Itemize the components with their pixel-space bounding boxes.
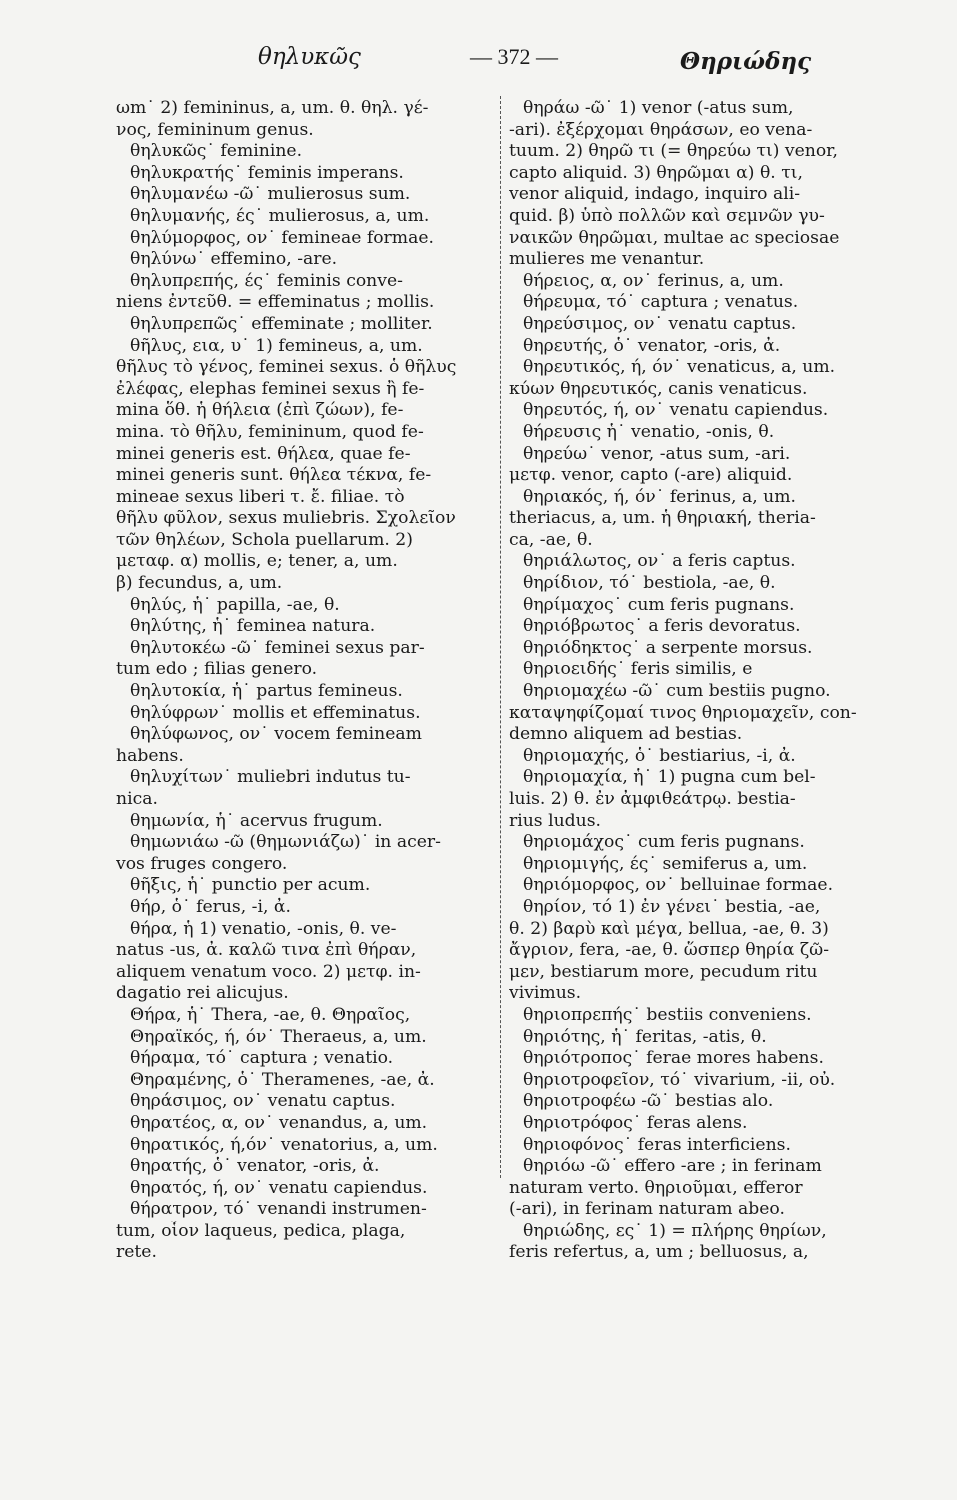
dictionary-line: mina. τὸ θῆλυ, femininum, quod fe- bbox=[116, 421, 424, 442]
dictionary-line: θηριομαχέω -ῶ˙ cum bestiis pugno. bbox=[523, 681, 831, 702]
dictionary-line: θ. 2) βαρὺ καὶ μέγα, bellua, -ae, θ. 3) bbox=[509, 918, 829, 939]
dictionary-line: nica. bbox=[116, 789, 158, 809]
page-number: — 372 — bbox=[470, 44, 558, 69]
dictionary-line: β) fecundus, a, um. bbox=[116, 573, 283, 594]
dictionary-line: -ari). ἐξέρχομαι θηράσων, eo vena- bbox=[509, 119, 813, 140]
dictionary-line: θηρατής, ὁ˙ venator, -oris, ἀ. bbox=[130, 1156, 380, 1177]
dictionary-line: θηριοειδής˙ feris similis, e bbox=[523, 659, 753, 680]
dictionary-line: theriacus, a, um. ἡ θηριακή, theria- bbox=[509, 508, 816, 529]
dictionary-line: naturam verto. θηριοῦμαι, efferor bbox=[509, 1177, 803, 1198]
dictionary-line: θηριοτροφεῖον, τό˙ vivarium, -ii, οὐ. bbox=[523, 1069, 836, 1090]
dictionary-line: θηριόδηκτος˙ a serpente morsus. bbox=[523, 637, 813, 658]
dictionary-line: θῆλυς, εια, υ˙ 1) femineus, a, um. bbox=[130, 335, 423, 356]
dictionary-line: θηριοτροφέω -ῶ˙ bestias alo. bbox=[523, 1091, 774, 1112]
dictionary-line: mineae sexus liberi τ. ἔ. filiae. τὸ bbox=[116, 486, 405, 507]
dictionary-line: θήρ, ὁ˙ ferus, -i, ἀ. bbox=[130, 896, 291, 917]
dictionary-line: θηλύφρων˙ mollis et effeminatus. bbox=[130, 702, 421, 723]
dictionary-line: θηλυκῶς˙ feminine. bbox=[130, 141, 303, 162]
dictionary-line: θηριότης, ἡ˙ feritas, -atis, θ. bbox=[523, 1026, 767, 1047]
dictionary-line: θῆλυς τὸ γένος, feminei sexus. ὁ θῆλυς bbox=[116, 357, 457, 378]
dictionary-line: θήρα, ἡ 1) venatio, -onis, θ. ve- bbox=[130, 918, 397, 939]
dictionary-line: ἄγριον, fera, -ae, θ. ὥσπερ θηρία ζῶ- bbox=[509, 940, 830, 961]
dictionary-line: Θηραμένης, ὁ˙ Theramenes, -ae, ἀ. bbox=[130, 1069, 435, 1090]
dictionary-line: θηλυμανής, ές˙ mulierosus, a, um. bbox=[130, 205, 430, 226]
right-column bbox=[509, 98, 894, 1264]
dictionary-line: θηρατός, ή, ον˙ venatu capiendus. bbox=[130, 1177, 428, 1198]
dictionary-line: θηρευτός, ή, ον˙ venatu capiendus. bbox=[523, 400, 829, 421]
dictionary-line: tuum. 2) θηρῶ τι (= θηρεύω τι) venor, bbox=[509, 141, 838, 162]
dictionary-line: natus -us, ἀ. καλῶ τινα ἐπὶ θήραν, bbox=[116, 940, 417, 961]
dictionary-line: θηριομάχος˙ cum feris pugnans. bbox=[523, 832, 805, 853]
dictionary-line: μεν, bestiarum more, pecudum ritu bbox=[509, 961, 818, 982]
dictionary-line: θηλύς, ἡ˙ papilla, -ae, θ. bbox=[130, 594, 340, 615]
dictionary-line: νος, femininum genus. bbox=[116, 119, 314, 140]
dictionary-line: θηριακός, ή, όν˙ ferinus, a, um. bbox=[523, 486, 796, 507]
dictionary-line: θηλυχίτων˙ muliebri indutus tu- bbox=[130, 767, 411, 788]
dictionary-line: θηριοτρόφος˙ feras alens. bbox=[523, 1112, 748, 1133]
dictionary-line: θηριόβρωτος˙ a feris devoratus. bbox=[523, 616, 801, 637]
dictionary-line: vos fruges congero. bbox=[116, 853, 288, 874]
dictionary-line: κύων θηρευτικός, canis venaticus. bbox=[509, 378, 808, 399]
dictionary-line: capto aliquid. 3) θηρῶμαι α) θ. τι, bbox=[509, 162, 803, 183]
dictionary-line: θήραμα, τό˙ captura ; venatio. bbox=[130, 1048, 394, 1069]
dictionary-line: θηρίδιον, τό˙ bestiola, -ae, θ. bbox=[523, 573, 776, 594]
dictionary-line: minei generis sunt. θήλεα τέκνα, fe- bbox=[116, 465, 432, 486]
dictionary-line: niens ἐντεῦθ. = effeminatus ; mollis. bbox=[116, 292, 435, 313]
dictionary-line: θηλυτοκέω -ῶ˙ feminei sexus par- bbox=[130, 637, 425, 658]
dictionary-line: θῆλυ φῦλον, sexus muliebris. Σχολεῖον bbox=[116, 508, 456, 529]
dictionary-line: θηράσιμος, ον˙ venatu captus. bbox=[130, 1091, 396, 1112]
dictionary-line: quid. β) ὑπὸ πολλῶν καὶ σεμνῶν γυ- bbox=[509, 205, 825, 226]
left-column bbox=[116, 98, 494, 1264]
dictionary-line: aliquem venatum voco. 2) μετφ. in- bbox=[116, 961, 421, 982]
dictionary-line: θηλύτης, ἡ˙ feminea natura. bbox=[130, 616, 376, 637]
dictionary-line: θηρίον, τό 1) ἐν γένει˙ bestia, -ae, bbox=[523, 896, 821, 917]
column-divider bbox=[500, 96, 502, 1178]
dictionary-line: θηράω -ῶ˙ 1) venor (-atus sum, bbox=[523, 98, 794, 118]
dictionary-line: θήρατρον, τό˙ venandi instrumen- bbox=[130, 1199, 427, 1220]
dictionary-line: rius ludus. bbox=[509, 810, 601, 831]
dictionary-line: θήρευσις ἡ˙ venatio, -onis, θ. bbox=[523, 421, 775, 442]
dictionary-line: luis. 2) θ. ἐν ἀμφιθεάτρῳ. bestia- bbox=[509, 789, 796, 809]
dictionary-line: θηλύνω˙ effemino, -are. bbox=[130, 249, 338, 270]
dictionary-line: τῶν θηλέων, Schola puellarum. 2) bbox=[116, 529, 413, 550]
dictionary-line: θημωνιάω -ῶ (θημωνιάζω)˙ in acer- bbox=[130, 832, 441, 853]
dictionary-line: θηρευτικός, ή, όν˙ venaticus, a, um. bbox=[523, 357, 836, 378]
dictionary-line: ἐλέφας, elephas feminei sexus ἢ fe- bbox=[116, 378, 425, 399]
dictionary-line: tum edo ; filias genero. bbox=[116, 659, 318, 680]
dictionary-line: θηριώδης, ες˙ 1) = πλήρης θηρίων, bbox=[523, 1220, 827, 1241]
dictionary-line: θηρατέος, α, ον˙ venandus, a, um. bbox=[130, 1112, 428, 1133]
page-header bbox=[0, 38, 957, 88]
dictionary-line: θηλυπρεπῶς˙ effeminate ; molliter. bbox=[130, 313, 433, 334]
dictionary-line: θηλύμορφος, ον˙ femineae formae. bbox=[130, 227, 434, 248]
dictionary-line: μετφ. venor, capto (-are) aliquid. bbox=[509, 465, 793, 486]
dictionary-line: dagatio rei alicujus. bbox=[116, 983, 289, 1004]
dictionary-line: θηριομαχής, ὁ˙ bestiarius, -i, ἀ. bbox=[523, 745, 796, 766]
dictionary-line: θηριομιγής, ές˙ semiferus a, um. bbox=[523, 853, 808, 874]
dictionary-line: θηρεύω˙ venor, -atus sum, -ari. bbox=[523, 443, 791, 464]
dictionary-line: tum, οἷον laqueus, pedica, plaga, bbox=[116, 1220, 406, 1241]
dictionary-line: mina ὅθ. ἡ θήλεια (ἐπὶ ζώων), fe- bbox=[116, 400, 404, 421]
dictionary-line: venor aliquid, indago, inquiro ali- bbox=[509, 184, 801, 205]
dictionary-line: ca, -ae, θ. bbox=[509, 529, 593, 550]
dictionary-line: θηλυκρατής˙ feminis imperans. bbox=[130, 162, 404, 183]
header-right-word: Θηριώδης bbox=[680, 48, 812, 75]
dictionary-line: θηρευτής, ὁ˙ venator, -oris, ἀ. bbox=[523, 335, 781, 356]
dictionary-line: feris refertus, a, um ; belluosus, a, bbox=[509, 1242, 809, 1263]
dictionary-line: θηλυμανέω -ῶ˙ mulierosus sum. bbox=[130, 184, 411, 205]
dictionary-line: θηριοπρεπής˙ bestiis conveniens. bbox=[523, 1004, 812, 1025]
dictionary-line: (-ari), in ferinam naturam abeo. bbox=[509, 1199, 785, 1220]
dictionary-line: Θήρα, ἡ˙ Thera, -ae, θ. Θηραῖος, bbox=[130, 1004, 411, 1025]
header-left-word: θηλυκῶς bbox=[258, 44, 361, 70]
dictionary-line: θηριότροπος˙ ferae mores habens. bbox=[523, 1048, 824, 1069]
dictionary-line: θηρατικός, ή,όν˙ venatorius, a, um. bbox=[130, 1134, 438, 1155]
dictionary-line: θηριοφόνος˙ feras interficiens. bbox=[523, 1134, 791, 1155]
dictionary-line: μεταφ. α) mollis, e; tener, a, um. bbox=[116, 551, 398, 572]
dictionary-line: θηλύφωνος, ον˙ vocem femineam bbox=[130, 724, 422, 745]
dictionary-line: θῆξις, ἡ˙ punctio per acum. bbox=[130, 875, 371, 896]
dictionary-line: θηρίμαχος˙ cum feris pugnans. bbox=[523, 594, 795, 615]
dictionary-line: θηριάλωτος, ον˙ a feris captus. bbox=[523, 551, 796, 572]
dictionary-line: Θηραϊκός, ή, όν˙ Theraeus, a, um. bbox=[130, 1026, 427, 1047]
dictionary-line: vivimus. bbox=[509, 983, 582, 1004]
dictionary-line: θημωνία, ἡ˙ acervus frugum. bbox=[130, 810, 383, 831]
dictionary-line: θηλυτοκία, ἡ˙ partus femineus. bbox=[130, 681, 403, 702]
dictionary-line: θήρευμα, τό˙ captura ; venatus. bbox=[523, 292, 799, 313]
dictionary-line: θηρεύσιμος, ον˙ venatu captus. bbox=[523, 313, 797, 334]
dictionary-line: demno aliquem ad bestias. bbox=[509, 724, 743, 745]
dictionary-line: habens. bbox=[116, 745, 184, 766]
dictionary-line: θήρειος, α, ον˙ ferinus, a, um. bbox=[523, 270, 784, 291]
dictionary-line: θηριομαχία, ἡ˙ 1) pugna cum bel- bbox=[523, 767, 816, 788]
dictionary-line: ναικῶν θηρῶμαι, multae ac speciosae bbox=[509, 227, 840, 248]
dictionary-line: rete. bbox=[116, 1242, 157, 1263]
dictionary-line: minei generis est. θήλεα, quae fe- bbox=[116, 443, 411, 464]
dictionary-line: καταψηφίζομαί τινος θηριομαχεῖν, con- bbox=[509, 702, 857, 723]
dictionary-line: θηλυπρεπής, ές˙ feminis conve- bbox=[130, 270, 403, 291]
dictionary-line: θηριόμορφος, ον˙ belluinae formae. bbox=[523, 875, 834, 896]
dictionary-line: ωm˙ 2) femininus, a, um. θ. θηλ. γέ- bbox=[116, 98, 429, 118]
dictionary-line: θηριόω -ῶ˙ effero -are ; in ferinam bbox=[523, 1156, 822, 1177]
dictionary-line: mulieres me venantur. bbox=[509, 249, 705, 270]
